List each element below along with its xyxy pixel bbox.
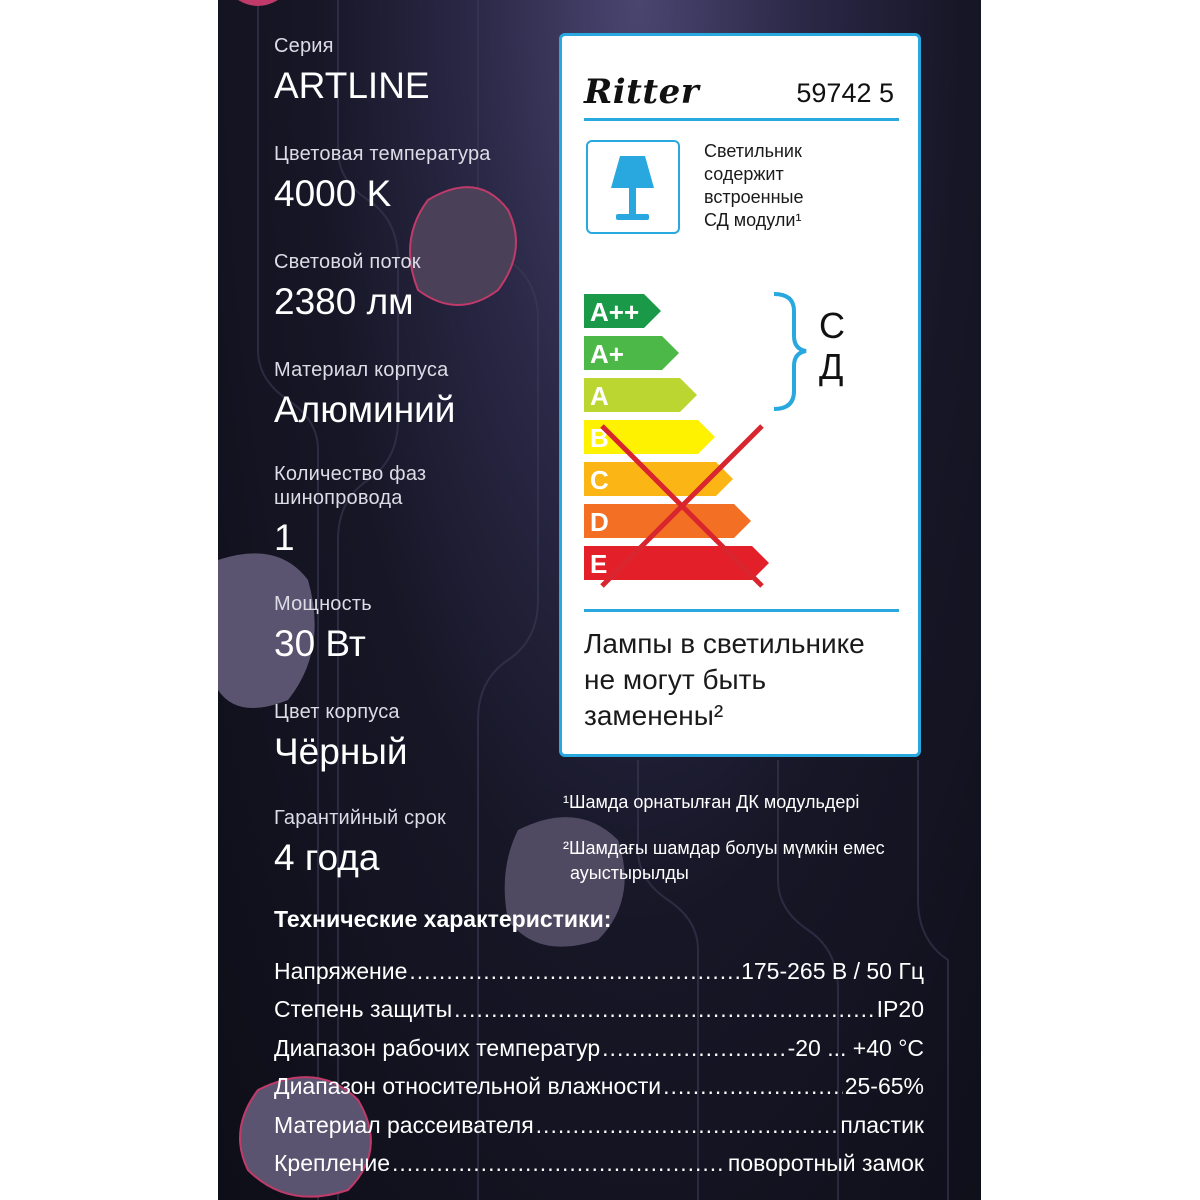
tech-specs-title: Технические характеристики: bbox=[274, 906, 612, 932]
spec-value: ARTLINE bbox=[274, 65, 430, 106]
energy-class-label: D bbox=[590, 507, 609, 537]
spec-power bbox=[274, 592, 372, 666]
lamp-text-line: содержит bbox=[704, 164, 784, 184]
class-letter-d: Д bbox=[819, 346, 844, 387]
tech-key: Диапазон относительной влажности bbox=[274, 1073, 662, 1099]
spec-label: Световой поток bbox=[274, 251, 421, 273]
spec-value: 30 Вт bbox=[274, 623, 366, 664]
spec-value: 1 bbox=[274, 517, 295, 558]
lamp-text-line: Светильник bbox=[704, 141, 802, 161]
spec-label: Гарантийный срок bbox=[274, 807, 446, 829]
energy-class-label: B bbox=[590, 423, 609, 453]
spec-value: 4000 K bbox=[274, 173, 392, 214]
table-lamp-icon bbox=[586, 140, 680, 234]
footnote: ²Шамдағы шамдар болуы мүмкін емес bbox=[563, 838, 885, 858]
energy-class-label: A+ bbox=[590, 339, 624, 369]
led-module-text bbox=[704, 140, 803, 232]
tech-row-mounting bbox=[274, 1150, 924, 1177]
tech-value: -20 ... +40 °C bbox=[787, 1035, 924, 1061]
tech-key: Напряжение bbox=[274, 958, 408, 984]
footnote: ¹Шамда орнатылған ДК модульдері bbox=[563, 792, 860, 812]
spec-value: 4 года bbox=[274, 837, 380, 878]
notice-line: заменены² bbox=[584, 700, 724, 731]
spec-color-temperature bbox=[274, 142, 491, 216]
divider bbox=[584, 609, 899, 612]
tech-value: пластик bbox=[840, 1112, 924, 1138]
footnote: ауыстырылды bbox=[570, 863, 689, 883]
tech-row-humidity bbox=[274, 1073, 924, 1100]
tech-key: Крепление bbox=[274, 1150, 390, 1176]
spec-value: Чёрный bbox=[274, 731, 408, 772]
tech-key: Степень защиты bbox=[274, 996, 453, 1022]
spec-label: Количество фаз шинопровода bbox=[274, 463, 427, 509]
spec-label: Цветовая температура bbox=[274, 143, 491, 165]
spec-warranty bbox=[274, 806, 446, 880]
product-code: 59742 5 bbox=[796, 78, 894, 108]
energy-class-label: A bbox=[590, 381, 609, 411]
tech-row-voltage bbox=[274, 958, 924, 985]
tech-row-protection bbox=[274, 996, 924, 1023]
notice-line: Лампы в светильнике bbox=[584, 628, 865, 659]
tech-row-temperature bbox=[274, 1035, 924, 1062]
energy-label-card bbox=[559, 33, 921, 757]
tech-row-diffuser bbox=[274, 1112, 924, 1139]
brace-icon bbox=[774, 294, 806, 409]
spec-track-phases bbox=[274, 462, 426, 560]
divider bbox=[584, 118, 899, 121]
tech-key: Диапазон рабочих температур bbox=[274, 1035, 601, 1061]
tech-value: IP20 bbox=[876, 996, 924, 1022]
spec-label: Цвет корпуса bbox=[274, 701, 400, 723]
spec-value: Алюминий bbox=[274, 389, 456, 430]
notice-line: не могут быть bbox=[584, 664, 767, 695]
spec-value: 2380 лм bbox=[274, 281, 414, 322]
tech-value: 25-65% bbox=[844, 1073, 924, 1099]
tech-key: Материал рассеивателя bbox=[274, 1112, 534, 1138]
spec-series bbox=[274, 34, 430, 108]
spec-body-color bbox=[274, 700, 408, 774]
spec-label: Мощность bbox=[274, 593, 372, 615]
energy-class-scale bbox=[584, 291, 904, 591]
energy-class-label: E bbox=[590, 549, 608, 579]
brand-logo: Ritter bbox=[584, 72, 700, 112]
replacement-notice bbox=[584, 626, 865, 734]
energy-class-label: C bbox=[590, 465, 609, 495]
product-spec-panel bbox=[218, 0, 981, 1200]
spec-body-material bbox=[274, 358, 455, 432]
spec-label: Серия bbox=[274, 35, 334, 57]
spec-luminous-flux bbox=[274, 250, 421, 324]
lamp-text-line: СД модули¹ bbox=[704, 210, 802, 230]
lamp-text-line: встроенные bbox=[704, 187, 804, 207]
tech-value: поворотный замок bbox=[727, 1150, 924, 1176]
tech-value: 175-265 В / 50 Гц bbox=[741, 958, 924, 984]
spec-label: Материал корпуса bbox=[274, 359, 449, 381]
energy-class-label: A++ bbox=[590, 297, 640, 327]
class-letter-s: С bbox=[819, 305, 845, 346]
